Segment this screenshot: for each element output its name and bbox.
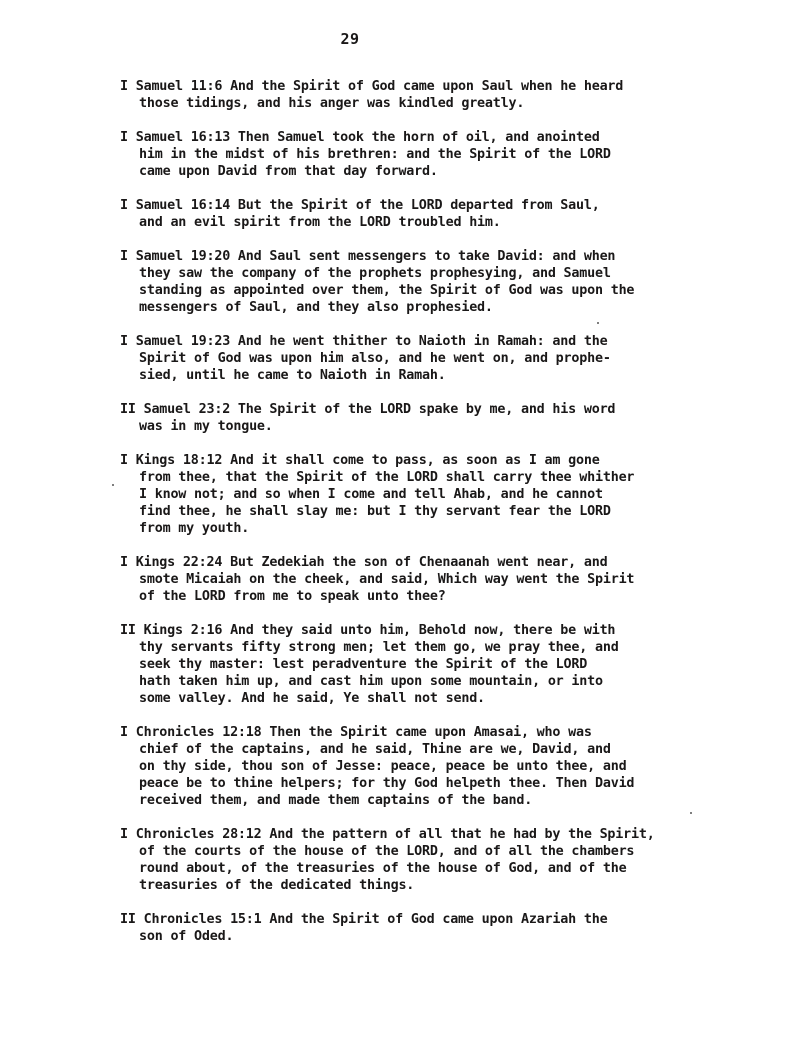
verse-line: received them, and made them captains of the band. <box>139 793 533 808</box>
verse-entry <box>120 554 680 605</box>
verse-line: seek thy master: lest peradventure the Spirit of the LORD <box>139 657 588 672</box>
scan-speck <box>597 322 599 324</box>
verse-list <box>120 78 680 962</box>
verse-reference-line: I Samuel 19:20 And Saul sent messengers to take David: and when <box>120 249 616 264</box>
verse-line: I know not; and so when I come and tell Ahab, and he cannot <box>139 487 603 502</box>
verse-line: Spirit of God was upon him also, and he went on, and prophe- <box>139 351 611 366</box>
verse-reference-line: I Samuel 16:14 But the Spirit of the LORD departed from Saul, <box>120 198 600 213</box>
verse-reference-line: I Samuel 16:13 Then Samuel took the horn of oil, and anointed <box>120 130 600 145</box>
verse-line: came upon David from that day forward. <box>139 164 438 179</box>
verse-entry <box>120 911 680 945</box>
verse-line: find thee, he shall slay me: but I thy servant fear the LORD <box>139 504 611 519</box>
verse-reference-line: I Chronicles 12:18 Then the Spirit came upon Amasai, who was <box>120 725 592 740</box>
verse-reference-line: I Samuel 11:6 And the Spirit of God came upon Saul when he heard <box>120 79 624 94</box>
verse-entry <box>120 78 680 112</box>
verse-line: some valley. And he said, Ye shall not send. <box>139 691 485 706</box>
verse-line: from thee, that the Spirit of the LORD shall carry thee whither <box>139 470 635 485</box>
verse-line: messengers of Saul, and they also prophesied. <box>139 300 493 315</box>
verse-entry <box>120 248 680 316</box>
verse-line: thy servants fifty strong men; let them go, we pray thee, and <box>139 640 619 655</box>
verse-reference-line: II Kings 2:16 And they said unto him, Behold now, there be with <box>120 623 616 638</box>
verse-line: they saw the company of the prophets prophesying, and Samuel <box>139 266 611 281</box>
verse-line: hath taken him up, and cast him upon some mountain, or into <box>139 674 603 689</box>
scan-speck <box>690 812 692 814</box>
verse-line: of the courts of the house of the LORD, and of all the chambers <box>139 844 635 859</box>
verse-line: was in my tongue. <box>139 419 273 434</box>
verse-reference-line: II Samuel 23:2 The Spirit of the LORD spake by me, and his word <box>120 402 616 417</box>
verse-line: son of Oded. <box>139 929 234 944</box>
verse-line: standing as appointed over them, the Spirit of God was upon the <box>139 283 635 298</box>
verse-line: from my youth. <box>139 521 250 536</box>
verse-line: and an evil spirit from the LORD troubled him. <box>139 215 501 230</box>
verse-entry <box>120 129 680 180</box>
verse-reference-line: I Chronicles 28:12 And the pattern of all that he had by the Spirit, <box>120 827 655 842</box>
page-number: 29 <box>340 30 360 48</box>
verse-line: round about, of the treasuries of the house of God, and of the <box>139 861 627 876</box>
verse-reference-line: II Chronicles 15:1 And the Spirit of God came upon Azariah the <box>120 912 608 927</box>
verse-line: smote Micaiah on the cheek, and said, Which way went the Spirit <box>139 572 635 587</box>
verse-entry <box>120 826 680 894</box>
verse-line: on thy side, thou son of Jesse: peace, peace be unto thee, and <box>139 759 627 774</box>
verse-entry <box>120 724 680 809</box>
verse-line: of the LORD from me to speak unto thee? <box>139 589 446 604</box>
verse-reference-line: I Kings 22:24 But Zedekiah the son of Chenaanah went near, and <box>120 555 608 570</box>
verse-line: those tidings, and his anger was kindled greatly. <box>139 96 525 111</box>
verse-line: sied, until he came to Naioth in Ramah. <box>139 368 446 383</box>
verse-entry <box>120 401 680 435</box>
verse-line: chief of the captains, and he said, Thine are we, David, and <box>139 742 611 757</box>
verse-reference-line: I Kings 18:12 And it shall come to pass, as soon as I am gone <box>120 453 600 468</box>
verse-entry <box>120 452 680 537</box>
verse-entry <box>120 197 680 231</box>
scan-speck <box>112 484 114 486</box>
verse-line: him in the midst of his brethren: and the Spirit of the LORD <box>139 147 611 162</box>
verse-line: treasuries of the dedicated things. <box>139 878 415 893</box>
verse-entry <box>120 622 680 707</box>
verse-reference-line: I Samuel 19:23 And he went thither to Naioth in Ramah: and the <box>120 334 608 349</box>
verse-entry <box>120 333 680 384</box>
verse-line: peace be to thine helpers; for thy God helpeth thee. Then David <box>139 776 635 791</box>
